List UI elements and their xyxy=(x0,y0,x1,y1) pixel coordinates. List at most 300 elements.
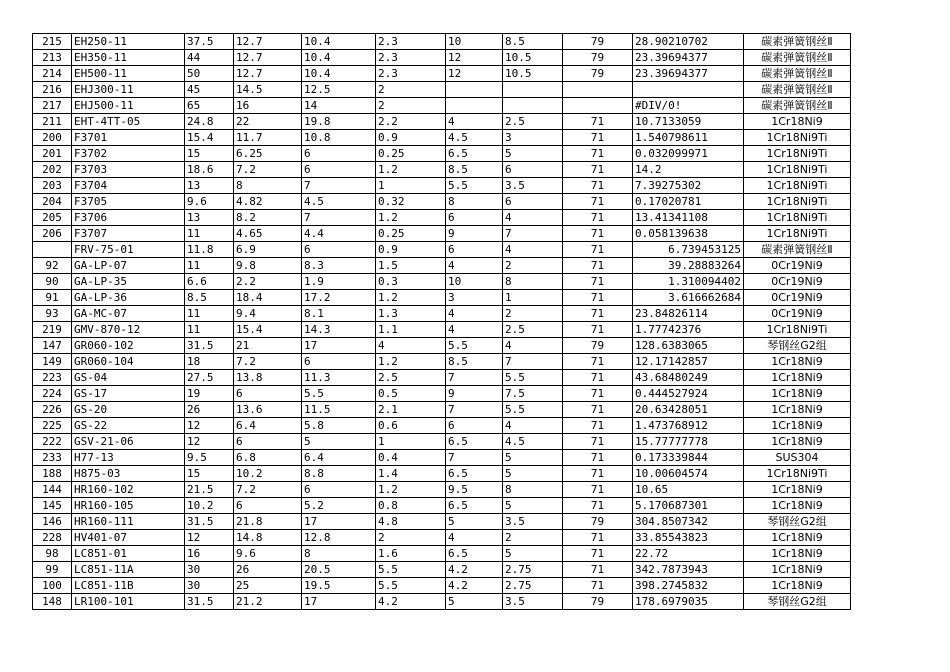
outer-diameter-cell: 15 xyxy=(185,466,234,482)
col4-cell: 7 xyxy=(302,210,376,226)
material-cell: 碳素弹簧钢丝Ⅱ xyxy=(744,34,851,50)
col8-cell: 79 xyxy=(563,50,633,66)
col8-cell: 71 xyxy=(563,466,633,482)
col7-cell: 7.5 xyxy=(503,386,563,402)
table-row xyxy=(33,226,851,242)
wire-diameter-cell: 1.6 xyxy=(376,546,446,562)
id-cell: 219 xyxy=(33,322,72,338)
wire-diameter-cell: 0.9 xyxy=(376,242,446,258)
value-cell: 15.77777778 xyxy=(633,434,744,450)
material-cell: 1Cr18Ni9Ti xyxy=(744,226,851,242)
id-cell: 90 xyxy=(33,274,72,290)
col8-cell: 71 xyxy=(563,178,633,194)
col3-cell: 6 xyxy=(234,434,302,450)
col3-cell: 9.8 xyxy=(234,258,302,274)
col7-cell: 8 xyxy=(503,274,563,290)
id-cell: 228 xyxy=(33,530,72,546)
table-row xyxy=(33,34,851,50)
id-cell: 224 xyxy=(33,386,72,402)
table-row xyxy=(33,114,851,130)
material-cell: 琴钢丝G2组 xyxy=(744,338,851,354)
model-cell: GS-20 xyxy=(72,402,185,418)
material-cell: 1Cr18Ni9 xyxy=(744,578,851,594)
id-cell xyxy=(33,242,72,258)
value-cell: 20.63428051 xyxy=(633,402,744,418)
model-cell: GS-17 xyxy=(72,386,185,402)
table-row xyxy=(33,434,851,450)
model-cell: EHJ300-11 xyxy=(72,82,185,98)
col4-cell: 7 xyxy=(302,178,376,194)
col6-cell: 4 xyxy=(446,258,503,274)
wire-diameter-cell: 0.4 xyxy=(376,450,446,466)
table-row xyxy=(33,466,851,482)
material-cell: 1Cr18Ni9 xyxy=(744,482,851,498)
value-cell xyxy=(633,82,744,98)
outer-diameter-cell: 11 xyxy=(185,306,234,322)
col3-cell: 25 xyxy=(234,578,302,594)
col3-cell: 9.6 xyxy=(234,546,302,562)
col6-cell: 5 xyxy=(446,514,503,530)
model-cell: H77-13 xyxy=(72,450,185,466)
outer-diameter-cell: 9.5 xyxy=(185,450,234,466)
col3-cell: 18.4 xyxy=(234,290,302,306)
col3-cell: 6 xyxy=(234,498,302,514)
outer-diameter-cell: 6.6 xyxy=(185,274,234,290)
id-cell: 202 xyxy=(33,162,72,178)
col6-cell xyxy=(446,82,503,98)
id-cell: 222 xyxy=(33,434,72,450)
col8-cell: 71 xyxy=(563,258,633,274)
wire-diameter-cell: 0.6 xyxy=(376,418,446,434)
value-cell: 12.17142857 xyxy=(633,354,744,370)
wire-diameter-cell: 1.3 xyxy=(376,306,446,322)
col8-cell: 71 xyxy=(563,530,633,546)
value-cell: 13.41341108 xyxy=(633,210,744,226)
model-cell: FRV-75-01 xyxy=(72,242,185,258)
table-row xyxy=(33,370,851,386)
value-cell: 10.7133059 xyxy=(633,114,744,130)
model-cell: F3707 xyxy=(72,226,185,242)
value-cell: 39.28883264 xyxy=(633,258,744,274)
material-cell: 1Cr18Ni9Ti xyxy=(744,162,851,178)
model-cell: LR100-101 xyxy=(72,594,185,610)
col4-cell: 11.5 xyxy=(302,402,376,418)
id-cell: 93 xyxy=(33,306,72,322)
material-cell: 0Cr19Ni9 xyxy=(744,306,851,322)
outer-diameter-cell: 8.5 xyxy=(185,290,234,306)
table-row xyxy=(33,162,851,178)
wire-diameter-cell: 1 xyxy=(376,434,446,450)
wire-diameter-cell: 0.5 xyxy=(376,386,446,402)
outer-diameter-cell: 10.2 xyxy=(185,498,234,514)
col6-cell: 7 xyxy=(446,450,503,466)
table-row xyxy=(33,386,851,402)
outer-diameter-cell: 45 xyxy=(185,82,234,98)
outer-diameter-cell: 31.5 xyxy=(185,338,234,354)
material-cell: 0Cr19Ni9 xyxy=(744,258,851,274)
col6-cell: 8.5 xyxy=(446,162,503,178)
col8-cell: 71 xyxy=(563,402,633,418)
model-cell: F3701 xyxy=(72,130,185,146)
col8-cell: 71 xyxy=(563,162,633,178)
id-cell: 223 xyxy=(33,370,72,386)
col8-cell: 71 xyxy=(563,194,633,210)
col3-cell: 6.9 xyxy=(234,242,302,258)
col3-cell: 7.2 xyxy=(234,482,302,498)
col7-cell: 7 xyxy=(503,226,563,242)
outer-diameter-cell: 13 xyxy=(185,210,234,226)
outer-diameter-cell: 65 xyxy=(185,98,234,114)
wire-diameter-cell: 1.2 xyxy=(376,482,446,498)
col4-cell: 17 xyxy=(302,594,376,610)
table-row xyxy=(33,82,851,98)
col8-cell: 71 xyxy=(563,434,633,450)
material-cell: 1Cr18Ni9 xyxy=(744,418,851,434)
col3-cell: 8 xyxy=(234,178,302,194)
wire-diameter-cell: 1 xyxy=(376,178,446,194)
wire-diameter-cell: 0.3 xyxy=(376,274,446,290)
col6-cell: 4 xyxy=(446,306,503,322)
col4-cell: 14 xyxy=(302,98,376,114)
col6-cell: 9.5 xyxy=(446,482,503,498)
col7-cell xyxy=(503,82,563,98)
table-row xyxy=(33,562,851,578)
wire-diameter-cell: 2.1 xyxy=(376,402,446,418)
col7-cell: 2.75 xyxy=(503,562,563,578)
material-cell: 1Cr18Ni9 xyxy=(744,370,851,386)
col4-cell: 10.8 xyxy=(302,130,376,146)
col3-cell: 4.82 xyxy=(234,194,302,210)
value-cell: 0.17020781 xyxy=(633,194,744,210)
model-cell: GR060-104 xyxy=(72,354,185,370)
outer-diameter-cell: 26 xyxy=(185,402,234,418)
material-cell: 1Cr18Ni9Ti xyxy=(744,146,851,162)
outer-diameter-cell: 9.6 xyxy=(185,194,234,210)
col4-cell: 8.3 xyxy=(302,258,376,274)
col3-cell: 6.8 xyxy=(234,450,302,466)
material-cell: 碳素弹簧钢丝Ⅱ xyxy=(744,98,851,114)
material-cell: 琴钢丝G2组 xyxy=(744,514,851,530)
table-row xyxy=(33,66,851,82)
id-cell: 144 xyxy=(33,482,72,498)
table-row xyxy=(33,354,851,370)
value-cell: 1.540798611 xyxy=(633,130,744,146)
table-row xyxy=(33,402,851,418)
col6-cell: 9 xyxy=(446,226,503,242)
col3-cell: 13.6 xyxy=(234,402,302,418)
col6-cell: 4 xyxy=(446,322,503,338)
outer-diameter-cell: 11 xyxy=(185,226,234,242)
model-cell: HR160-105 xyxy=(72,498,185,514)
id-cell: 188 xyxy=(33,466,72,482)
col6-cell: 6.5 xyxy=(446,434,503,450)
col8-cell: 71 xyxy=(563,226,633,242)
col6-cell: 7 xyxy=(446,402,503,418)
wire-diameter-cell: 2.3 xyxy=(376,34,446,50)
id-cell: 98 xyxy=(33,546,72,562)
outer-diameter-cell: 37.5 xyxy=(185,34,234,50)
col3-cell: 6.4 xyxy=(234,418,302,434)
material-cell: 1Cr18Ni9 xyxy=(744,546,851,562)
wire-diameter-cell: 0.8 xyxy=(376,498,446,514)
col8-cell: 79 xyxy=(563,66,633,82)
col3-cell: 14.8 xyxy=(234,530,302,546)
material-cell: 1Cr18Ni9Ti xyxy=(744,178,851,194)
material-cell: 1Cr18Ni9 xyxy=(744,386,851,402)
col7-cell: 4 xyxy=(503,418,563,434)
wire-diameter-cell: 1.2 xyxy=(376,162,446,178)
table-row xyxy=(33,498,851,514)
col3-cell: 21 xyxy=(234,338,302,354)
value-cell: 10.00604574 xyxy=(633,466,744,482)
model-cell: GSV-21-06 xyxy=(72,434,185,450)
table-row xyxy=(33,290,851,306)
col6-cell: 12 xyxy=(446,50,503,66)
table-row xyxy=(33,50,851,66)
col6-cell: 4 xyxy=(446,530,503,546)
col7-cell: 5 xyxy=(503,466,563,482)
col8-cell: 71 xyxy=(563,306,633,322)
col6-cell: 5.5 xyxy=(446,178,503,194)
col7-cell: 2.75 xyxy=(503,578,563,594)
col7-cell: 5 xyxy=(503,546,563,562)
wire-diameter-cell: 0.9 xyxy=(376,130,446,146)
table-row xyxy=(33,146,851,162)
outer-diameter-cell: 13 xyxy=(185,178,234,194)
value-cell: 0.444527924 xyxy=(633,386,744,402)
material-cell: 琴钢丝G2组 xyxy=(744,594,851,610)
col7-cell: 2 xyxy=(503,258,563,274)
outer-diameter-cell: 30 xyxy=(185,578,234,594)
value-cell: 1.473768912 xyxy=(633,418,744,434)
table-row xyxy=(33,594,851,610)
col4-cell: 6 xyxy=(302,482,376,498)
model-cell: GR060-102 xyxy=(72,338,185,354)
col7-cell: 7 xyxy=(503,354,563,370)
material-cell: 1Cr18Ni9 xyxy=(744,562,851,578)
value-cell: 178.6979035 xyxy=(633,594,744,610)
col4-cell: 4.5 xyxy=(302,194,376,210)
model-cell: HR160-102 xyxy=(72,482,185,498)
col4-cell: 12.8 xyxy=(302,530,376,546)
col4-cell: 5.5 xyxy=(302,386,376,402)
col6-cell xyxy=(446,98,503,114)
col6-cell: 8.5 xyxy=(446,354,503,370)
id-cell: 99 xyxy=(33,562,72,578)
col3-cell: 6 xyxy=(234,386,302,402)
col7-cell: 3 xyxy=(503,130,563,146)
col7-cell: 5.5 xyxy=(503,370,563,386)
table-row xyxy=(33,322,851,338)
col8-cell: 71 xyxy=(563,322,633,338)
value-cell: 14.2 xyxy=(633,162,744,178)
col6-cell: 4 xyxy=(446,114,503,130)
col3-cell: 15.4 xyxy=(234,322,302,338)
model-cell: GA-LP-07 xyxy=(72,258,185,274)
wire-diameter-cell: 1.2 xyxy=(376,210,446,226)
model-cell: EH500-11 xyxy=(72,66,185,82)
value-cell: 128.6383065 xyxy=(633,338,744,354)
value-cell: 0.032099971 xyxy=(633,146,744,162)
col6-cell: 8 xyxy=(446,194,503,210)
col4-cell: 17.2 xyxy=(302,290,376,306)
id-cell: 205 xyxy=(33,210,72,226)
outer-diameter-cell: 12 xyxy=(185,434,234,450)
col6-cell: 6 xyxy=(446,418,503,434)
col7-cell: 6 xyxy=(503,194,563,210)
value-cell: 1.77742376 xyxy=(633,322,744,338)
col6-cell: 6 xyxy=(446,210,503,226)
col6-cell: 12 xyxy=(446,66,503,82)
outer-diameter-cell: 15 xyxy=(185,146,234,162)
table-row xyxy=(33,530,851,546)
outer-diameter-cell: 31.5 xyxy=(185,594,234,610)
id-cell: 100 xyxy=(33,578,72,594)
model-cell: EHT-4TT-05 xyxy=(72,114,185,130)
outer-diameter-cell: 11 xyxy=(185,258,234,274)
col3-cell: 16 xyxy=(234,98,302,114)
outer-diameter-cell: 31.5 xyxy=(185,514,234,530)
col6-cell: 3 xyxy=(446,290,503,306)
outer-diameter-cell: 27.5 xyxy=(185,370,234,386)
wire-diameter-cell: 5.5 xyxy=(376,562,446,578)
id-cell: 217 xyxy=(33,98,72,114)
model-cell: F3705 xyxy=(72,194,185,210)
model-cell: GA-LP-36 xyxy=(72,290,185,306)
col8-cell: 79 xyxy=(563,514,633,530)
table-row xyxy=(33,210,851,226)
material-cell: 碳素弹簧钢丝Ⅱ xyxy=(744,50,851,66)
col4-cell: 6 xyxy=(302,146,376,162)
table-row xyxy=(33,306,851,322)
material-cell: 1Cr18Ni9 xyxy=(744,402,851,418)
col8-cell: 71 xyxy=(563,386,633,402)
outer-diameter-cell: 19 xyxy=(185,386,234,402)
material-cell: 1Cr18Ni9Ti xyxy=(744,194,851,210)
col8-cell: 71 xyxy=(563,450,633,466)
col3-cell: 21.8 xyxy=(234,514,302,530)
id-cell: 145 xyxy=(33,498,72,514)
col4-cell: 5 xyxy=(302,434,376,450)
table-row xyxy=(33,546,851,562)
model-cell: H875-03 xyxy=(72,466,185,482)
table-body xyxy=(33,34,851,610)
col4-cell: 8.8 xyxy=(302,466,376,482)
value-cell: 6.739453125 xyxy=(633,242,744,258)
value-cell: 23.39694377 xyxy=(633,66,744,82)
model-cell: F3703 xyxy=(72,162,185,178)
col7-cell: 8 xyxy=(503,482,563,498)
table-row xyxy=(33,514,851,530)
col6-cell: 4.5 xyxy=(446,130,503,146)
col7-cell: 4 xyxy=(503,242,563,258)
col4-cell: 6 xyxy=(302,162,376,178)
id-cell: 206 xyxy=(33,226,72,242)
col3-cell: 12.7 xyxy=(234,50,302,66)
material-cell: 1Cr18Ni9Ti xyxy=(744,322,851,338)
model-cell: EH350-11 xyxy=(72,50,185,66)
col8-cell: 71 xyxy=(563,418,633,434)
table-row xyxy=(33,274,851,290)
col7-cell: 3.5 xyxy=(503,594,563,610)
col3-cell: 12.7 xyxy=(234,66,302,82)
col4-cell: 10.4 xyxy=(302,66,376,82)
model-cell: EHJ500-11 xyxy=(72,98,185,114)
col4-cell: 10.4 xyxy=(302,50,376,66)
id-cell: 200 xyxy=(33,130,72,146)
id-cell: 226 xyxy=(33,402,72,418)
col8-cell: 79 xyxy=(563,594,633,610)
col4-cell: 1.9 xyxy=(302,274,376,290)
table-row xyxy=(33,338,851,354)
wire-diameter-cell: 0.25 xyxy=(376,146,446,162)
wire-diameter-cell: 1.5 xyxy=(376,258,446,274)
model-cell: GMV-870-12 xyxy=(72,322,185,338)
model-cell: GA-LP-35 xyxy=(72,274,185,290)
value-cell: 23.84826114 xyxy=(633,306,744,322)
id-cell: 225 xyxy=(33,418,72,434)
col6-cell: 4.2 xyxy=(446,578,503,594)
table-row xyxy=(33,194,851,210)
col7-cell xyxy=(503,98,563,114)
value-cell: 398.2745832 xyxy=(633,578,744,594)
wire-diameter-cell: 2 xyxy=(376,530,446,546)
col6-cell: 6.5 xyxy=(446,466,503,482)
table-row xyxy=(33,98,851,114)
col4-cell: 20.5 xyxy=(302,562,376,578)
col7-cell: 5 xyxy=(503,498,563,514)
outer-diameter-cell: 24.8 xyxy=(185,114,234,130)
id-cell: 148 xyxy=(33,594,72,610)
id-cell: 204 xyxy=(33,194,72,210)
material-cell: 1Cr18Ni9Ti xyxy=(744,210,851,226)
col6-cell: 6 xyxy=(446,242,503,258)
id-cell: 216 xyxy=(33,82,72,98)
model-cell: EH250-11 xyxy=(72,34,185,50)
col8-cell: 79 xyxy=(563,34,633,50)
col8-cell: 71 xyxy=(563,546,633,562)
value-cell: 3.616662684 xyxy=(633,290,744,306)
model-cell: F3702 xyxy=(72,146,185,162)
col3-cell: 22 xyxy=(234,114,302,130)
id-cell: 213 xyxy=(33,50,72,66)
col3-cell: 8.2 xyxy=(234,210,302,226)
value-cell: 5.170687301 xyxy=(633,498,744,514)
table-row xyxy=(33,578,851,594)
material-cell: 1Cr18Ni9 xyxy=(744,114,851,130)
col4-cell: 12.5 xyxy=(302,82,376,98)
model-cell: GS-22 xyxy=(72,418,185,434)
col8-cell: 71 xyxy=(563,146,633,162)
model-cell: GS-04 xyxy=(72,370,185,386)
material-cell: 1Cr18Ni9Ti xyxy=(744,130,851,146)
wire-diameter-cell: 4 xyxy=(376,338,446,354)
value-cell: 7.39275302 xyxy=(633,178,744,194)
col3-cell: 2.2 xyxy=(234,274,302,290)
outer-diameter-cell: 50 xyxy=(185,66,234,82)
model-cell: GA-MC-07 xyxy=(72,306,185,322)
col7-cell: 1 xyxy=(503,290,563,306)
model-cell: HR160-111 xyxy=(72,514,185,530)
table-row xyxy=(33,130,851,146)
col4-cell: 17 xyxy=(302,514,376,530)
model-cell: F3706 xyxy=(72,210,185,226)
wire-diameter-cell: 2.3 xyxy=(376,50,446,66)
col7-cell: 4 xyxy=(503,210,563,226)
col7-cell: 3.5 xyxy=(503,514,563,530)
outer-diameter-cell: 16 xyxy=(185,546,234,562)
material-cell: 0Cr19Ni9 xyxy=(744,274,851,290)
